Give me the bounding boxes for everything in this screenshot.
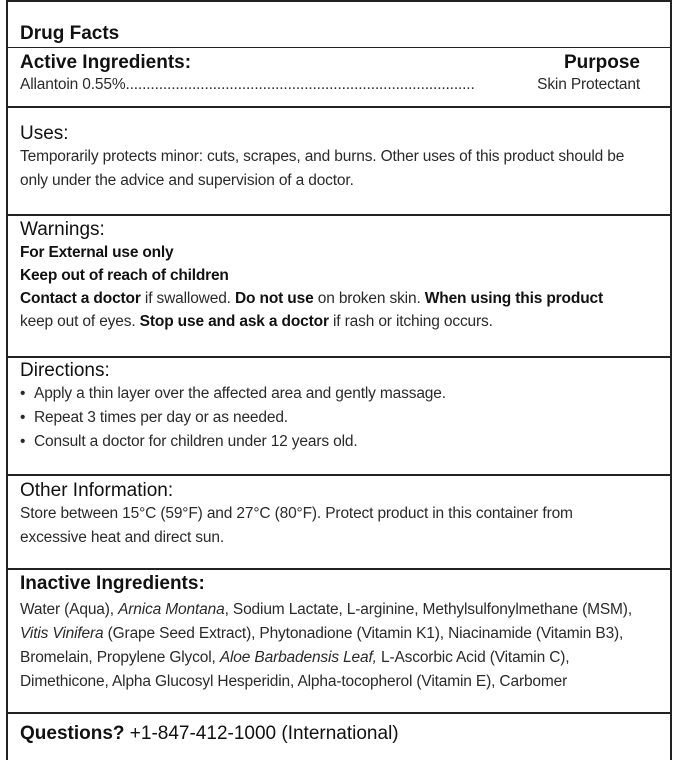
when-using-bold: When using this product [424,290,603,307]
active-ingredient: Allantoin 0.55% [20,76,126,93]
other-information-section [8,476,670,570]
directions-section [8,358,670,476]
contact-doctor-bold: Contact a doctor [20,290,141,307]
inactive-line-2: Vitis Vinifera (Grape Seed Extract), Phytonadione (Vitamin K1), Niacinamide (Vitamin B3), [20,625,624,642]
questions-label: Questions? [20,723,125,744]
do-not-use-bold: Do not use [234,290,314,307]
inactive-ingredients-heading: Inactive Ingredients: [20,573,205,594]
active-purpose: Skin Protectant [537,76,640,93]
directions-item: • Apply a thin layer over the affected area and gently massage. [20,382,658,406]
stop-use-rest: if rash or itching occurs. [328,313,493,330]
phone-number: +1-847-412-1000 (International) [124,723,399,744]
active-ingredients-section [8,2,670,108]
other-information-heading: Other Information: [20,480,174,501]
warnings-heading: Warnings: [20,219,105,240]
directions-item: • Consult a doctor for children under 12 years old. [20,430,658,454]
bullet-icon: • [20,433,26,450]
warnings-line-3 [20,287,658,310]
active-ingredients-heading: Active Ingredients: [20,52,192,73]
inactive-ingredients-section [8,570,670,714]
drug-facts-panel [6,0,672,760]
keep-out-eyes: keep out of eyes. [20,313,140,330]
inactive-line-1: Water (Aqua), Arnica Montana, Sodium Lactate, L-arginine, Methylsulfonylmethane (MSM), [20,601,632,618]
title-divider [8,47,670,48]
stop-use-bold: Stop use and ask a doctor [139,313,329,330]
keep-out-text: Keep out of reach of children [20,267,229,284]
do-not-use-rest: on broken skin. [313,290,425,307]
contact-doctor-rest: if swallowed. [140,290,235,307]
inactive-line-3: Bromelain, Propylene Glycol, Aloe Barbadensis Leaf, L-Ascorbic Acid (Vitamin C), [20,649,570,666]
external-use-text: For External use only [20,244,174,261]
questions-line [20,723,399,745]
uses-line-2: only under the advice and supervision of a doctor. [20,172,354,189]
uses-heading: Uses: [20,123,69,144]
directions-heading: Directions: [20,360,110,381]
dot-leader: .................................................................................... [125,76,475,93]
drug-facts-title: Drug Facts [20,23,120,44]
warnings-line-4 [20,310,658,333]
uses-line-1: Temporarily protects minor: cuts, scrapes, and burns. Other uses of this product should be [20,148,625,165]
bullet-icon: • [20,409,26,426]
purpose-heading: Purpose [563,52,640,73]
other-line-2: excessive heat and direct sun. [20,529,225,546]
other-line-1: Store between 15°C (59°F) and 27°C (80°F). Protect product in this container from [20,505,573,522]
bullet-icon: • [20,385,26,402]
directions-item: • Repeat 3 times per day or as needed. [20,406,658,430]
warnings-section [8,216,670,358]
inactive-line-4: Dimethicone, Alpha Glucosyl Hesperidin, Alpha-tocopherol (Vitamin E), Carbomer [20,673,568,690]
uses-section [8,108,670,216]
